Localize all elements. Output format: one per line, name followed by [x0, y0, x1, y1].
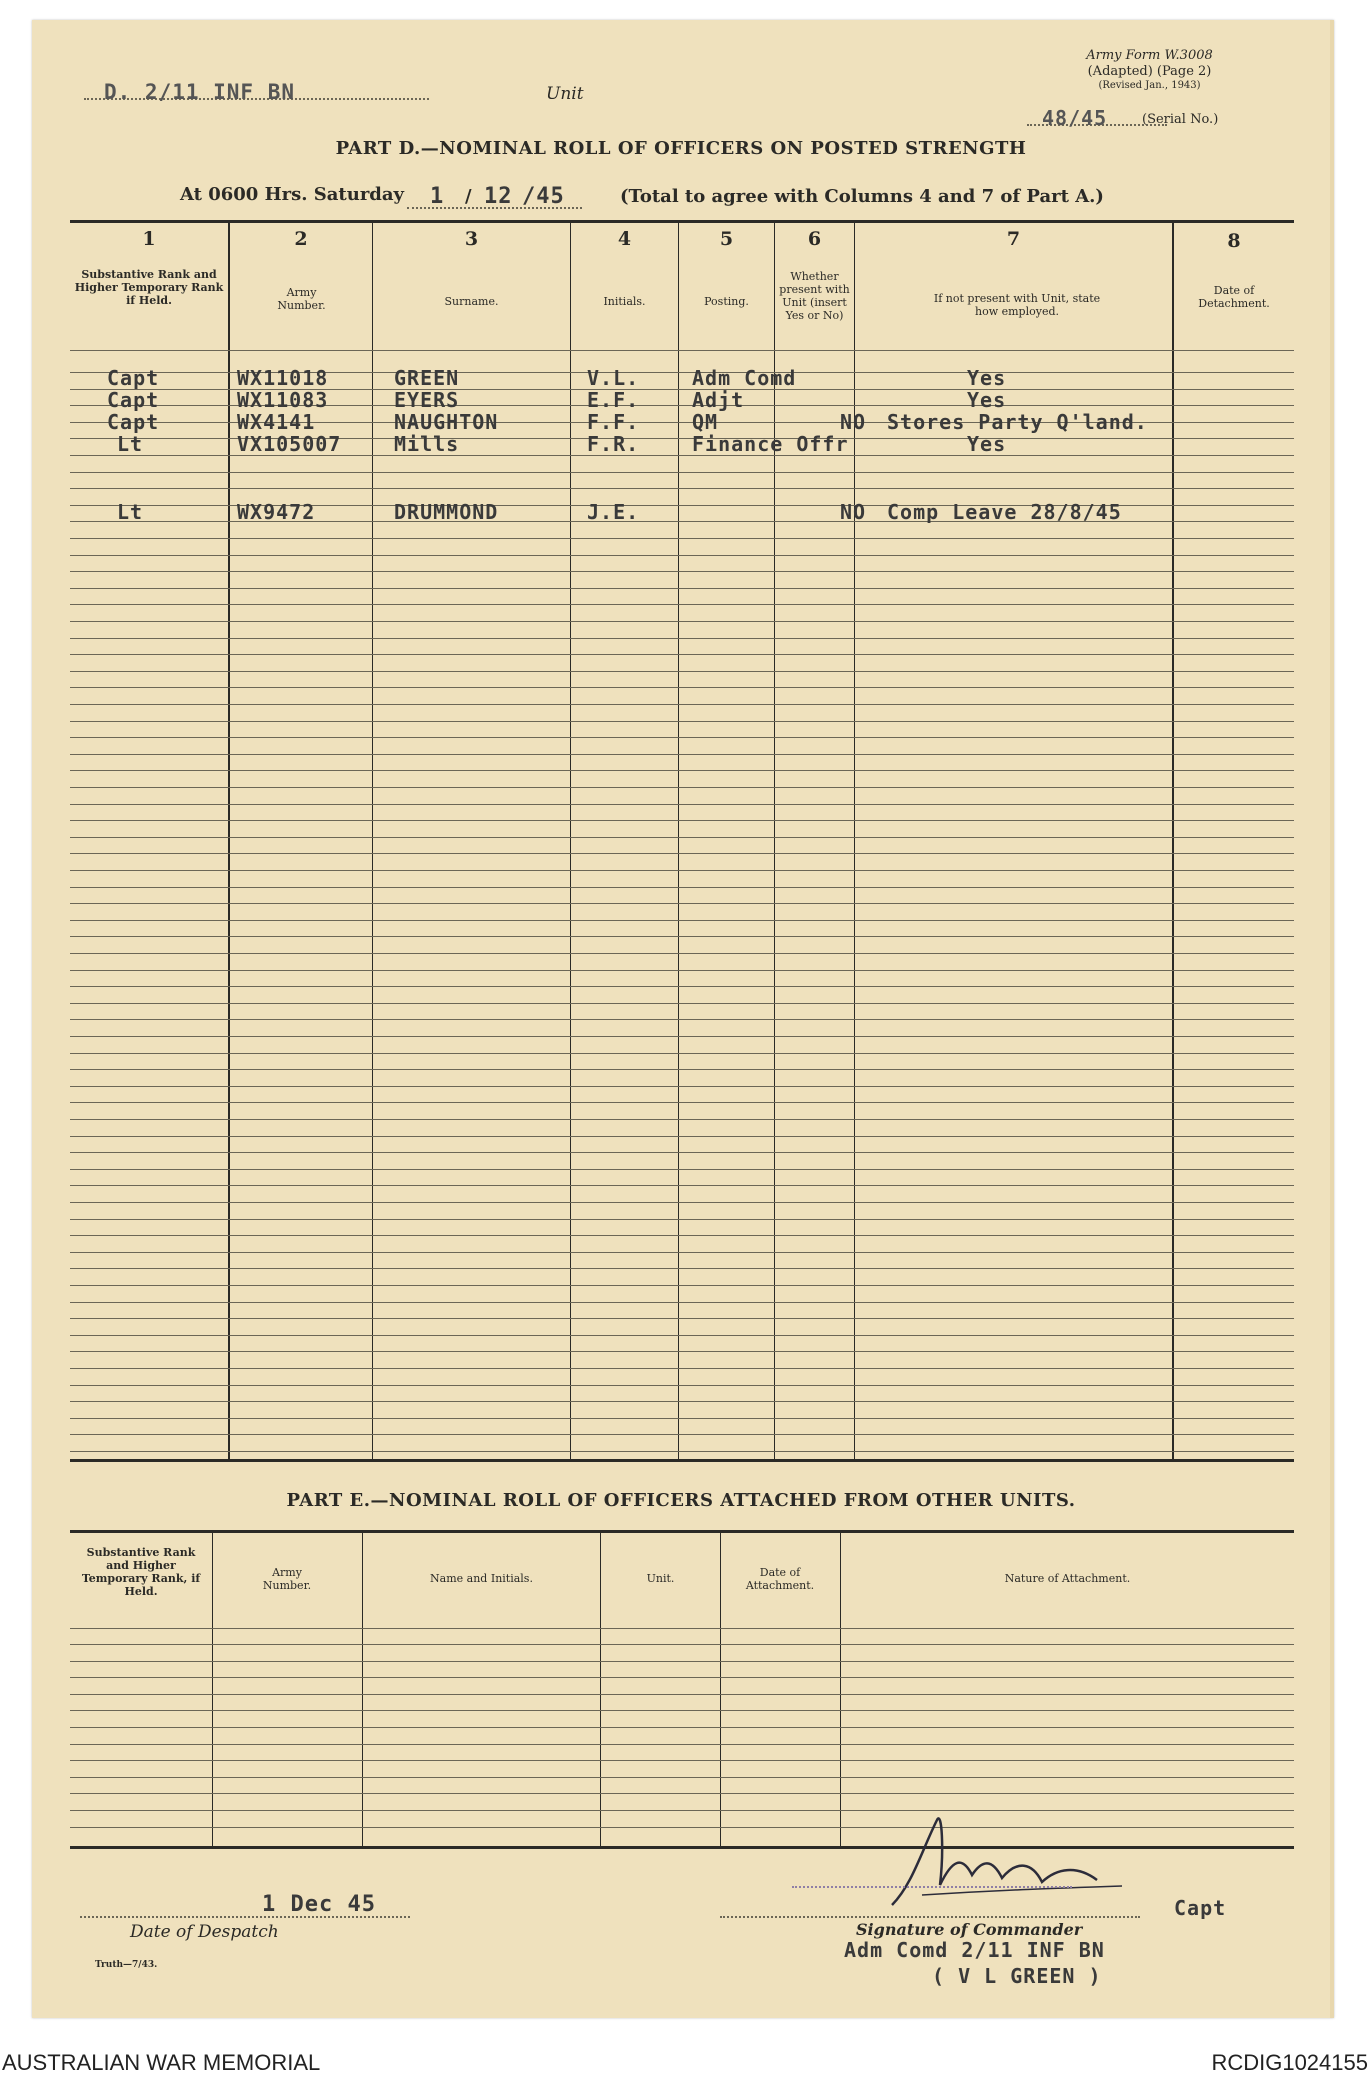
ruled-line [70, 1661, 1294, 1662]
ruled-line [70, 1777, 1294, 1778]
ruled-line [70, 1760, 1294, 1761]
row-employed: Yes [967, 432, 1007, 456]
despatch-date-value: 1 Dec 45 [262, 1892, 376, 1917]
row-army-number: WX4141 [237, 410, 316, 434]
ruled-line [70, 1694, 1294, 1695]
header-rule [70, 350, 1294, 351]
ruled-line [70, 1710, 1294, 1711]
commander-signature [882, 1790, 1142, 1920]
ruled-line [70, 571, 1294, 572]
e-col-header-rank: Substantive Rank and Higher Temporary Rank, if Held. [81, 1546, 201, 1598]
row-posting: QM [692, 410, 719, 434]
ruled-line [70, 472, 1294, 473]
row-posting: Adjt [692, 388, 745, 412]
ruled-line [70, 1335, 1294, 1336]
col-divider-1 [228, 223, 230, 1459]
ruled-line [70, 621, 1294, 622]
e-col-divider-1 [212, 1533, 213, 1846]
row-posting: Finance Offr [692, 432, 849, 456]
ruled-line [70, 1727, 1294, 1728]
col-number-8: 8 [1227, 230, 1241, 252]
ruled-line [70, 1202, 1294, 1203]
serial-label: (Serial No.) [1142, 112, 1219, 127]
ruled-line [70, 1069, 1294, 1070]
ruled-line [70, 1003, 1294, 1004]
ruled-line [70, 870, 1294, 871]
col-number-7: 7 [1006, 228, 1021, 250]
row-army-number: WX11083 [237, 388, 329, 412]
ruled-line [70, 1102, 1294, 1103]
part-d-top-rule [70, 220, 1294, 223]
ruled-line [70, 1285, 1294, 1286]
col-divider-4 [678, 223, 679, 1459]
row-rank: Capt [107, 410, 160, 434]
ruled-line [70, 770, 1294, 771]
ruled-line [70, 887, 1294, 888]
ruled-line [70, 687, 1294, 688]
ruled-line [70, 853, 1294, 854]
ruled-line [70, 820, 1294, 821]
ruled-line [70, 754, 1294, 755]
ruled-line [70, 638, 1294, 639]
part-d-bottom-rule [70, 1459, 1294, 1462]
row-employed: Yes [967, 388, 1007, 412]
ruled-line [70, 1036, 1294, 1037]
ruled-line [70, 1302, 1294, 1303]
col-divider-3 [570, 223, 571, 1459]
col-header-employed: If not present with Unit, state how employed. [933, 292, 1101, 318]
col-number-2: 2 [294, 228, 308, 250]
ruled-line [70, 787, 1294, 788]
row-rank: Capt [107, 388, 160, 412]
ruled-line [70, 671, 1294, 672]
ruled-line [70, 1351, 1294, 1352]
col-number-4: 4 [617, 228, 632, 250]
row-rank: Capt [107, 366, 160, 390]
ruled-line [70, 936, 1294, 937]
row-initials: F.R. [587, 432, 640, 456]
row-employed: Stores Party Q'land. [887, 410, 1148, 434]
commander-stamp-line1: Adm Comd 2/11 INF BN [844, 1938, 1105, 1962]
col-header-initials: Initials. [603, 295, 646, 308]
part-e-title: PART E.—NOMINAL ROLL OF OFFICERS ATTACHED FROM OTHER UNITS. [286, 1490, 1076, 1511]
row-army-number: WX9472 [237, 500, 316, 524]
ruled-line [70, 1644, 1294, 1645]
row-initials: J.E. [587, 500, 640, 524]
col-number-6: 6 [807, 228, 822, 250]
row-present: NO [840, 500, 867, 524]
col-header-rank: Substantive Rank and Higher Temporary Rank if Held. [74, 268, 224, 307]
ruled-line [70, 1219, 1294, 1220]
ruled-line [70, 1119, 1294, 1120]
part-d-title: PART D.—NOMINAL ROLL OF OFFICERS ON POSTED STRENGTH [335, 138, 1027, 159]
ruled-line [70, 1152, 1294, 1153]
row-surname: EYERS [394, 388, 460, 412]
e-col-header-name: Name and Initials. [430, 1572, 533, 1585]
purple-stamp-line [792, 1886, 1072, 1888]
col-number-1: 1 [142, 228, 156, 250]
ruled-line [70, 1401, 1294, 1402]
at-hours-label: At 0600 Hrs. Saturday [180, 184, 405, 205]
ruled-line [70, 837, 1294, 838]
row-rank: Lt [117, 432, 144, 456]
row-rank: Lt [117, 500, 144, 524]
row-surname: DRUMMOND [394, 500, 499, 524]
ruled-line [70, 903, 1294, 904]
ruled-line [70, 1252, 1294, 1253]
ruled-line [70, 1677, 1294, 1678]
total-note: (Total to agree with Columns 4 and 7 of Part A.) [620, 186, 1104, 207]
row-surname: NAUGHTON [394, 410, 499, 434]
col-header-detachment: Date of Detachment. [1198, 284, 1270, 310]
col-divider-7 [1172, 223, 1174, 1459]
ruled-line [70, 1318, 1294, 1319]
row-surname: Mills [394, 432, 460, 456]
e-col-header-nature: Nature of Attachment. [1004, 1572, 1131, 1585]
date-day: 1 [430, 184, 445, 209]
e-col-header-army-number: Army Number. [262, 1566, 312, 1592]
rank-stamp: Capt [1174, 1896, 1227, 1920]
ruled-line [70, 920, 1294, 921]
col-number-5: 5 [719, 228, 734, 250]
ruled-line [70, 1169, 1294, 1170]
despatch-label: Date of Despatch [130, 1922, 279, 1942]
commander-stamp-line2: ( V L GREEN ) [932, 1964, 1102, 1988]
ruled-line [70, 986, 1294, 987]
ruled-line [70, 1368, 1294, 1369]
col-divider-2 [372, 223, 373, 1459]
archive-institution: AUSTRALIAN WAR MEMORIAL [2, 2050, 321, 2075]
ruled-line [70, 1185, 1294, 1186]
ruled-line [70, 1019, 1294, 1020]
row-present: NO [840, 410, 867, 434]
e-header-rule [70, 1628, 1294, 1629]
unit-value: D. 2/11 INF BN [104, 80, 296, 104]
ruled-line [70, 804, 1294, 805]
col-divider-6 [854, 223, 855, 1459]
form-sheet [32, 20, 1334, 2018]
revised-label: (Revised Jan., 1943) [1098, 80, 1201, 91]
army-form-label: Army Form W.3008 [1086, 48, 1213, 63]
ruled-line [70, 721, 1294, 722]
part-e-top-rule [70, 1530, 1294, 1533]
ruled-line [70, 737, 1294, 738]
row-employed: Yes [967, 366, 1007, 390]
ruled-line [70, 488, 1294, 489]
e-col-header-unit: Unit. [646, 1572, 675, 1585]
e-col-divider-4 [720, 1533, 721, 1846]
col-header-posting: Posting. [704, 295, 749, 308]
ruled-line [70, 604, 1294, 605]
e-col-header-attachment-date: Date of Attachment. [745, 1566, 815, 1592]
col-header-army-number: Army Number. [277, 286, 326, 312]
ruled-line [70, 1053, 1294, 1054]
signature-label: Signature of Commander [856, 1920, 1083, 1939]
row-initials: F.F. [587, 410, 640, 434]
row-army-number: WX11018 [237, 366, 329, 390]
adapted-label: (Adapted) (Page 2) [1087, 64, 1212, 79]
row-employed: Comp Leave 28/8/45 [887, 500, 1122, 524]
date-month: 12 [484, 184, 513, 209]
date-year: /45 [522, 184, 565, 209]
row-initials: V.L. [587, 366, 640, 390]
ruled-line [70, 1385, 1294, 1386]
ruled-line [70, 1434, 1294, 1435]
ruled-line [70, 1086, 1294, 1087]
printer-mark: Truth—7/43. [95, 1960, 158, 1970]
serial-value: 48/45 [1042, 106, 1108, 130]
col-header-present: Whether present with Unit (insert Yes or No) [779, 270, 850, 322]
row-surname: GREEN [394, 366, 460, 390]
ruled-line [70, 1235, 1294, 1236]
ruled-line [70, 538, 1294, 539]
row-initials: E.F. [587, 388, 640, 412]
row-posting: Adm Comd [692, 366, 797, 390]
ruled-line [70, 588, 1294, 589]
ruled-line [70, 1418, 1294, 1419]
ruled-line [70, 953, 1294, 954]
col-divider-5 [774, 223, 775, 1459]
despatch-dotted-line [80, 1916, 410, 1918]
ruled-line [70, 970, 1294, 971]
unit-label: Unit [546, 84, 584, 104]
ruled-line [70, 1136, 1294, 1137]
ruled-line [70, 1744, 1294, 1745]
row-army-number: VX105007 [237, 432, 342, 456]
ruled-line [70, 704, 1294, 705]
ruled-line [70, 1451, 1294, 1452]
ruled-line [70, 555, 1294, 556]
col-header-surname: Surname. [444, 295, 499, 308]
date-slash: / [465, 186, 472, 207]
archive-id: RCDIG1024155 [1211, 2050, 1368, 2075]
col-number-3: 3 [464, 228, 479, 250]
ruled-line [70, 654, 1294, 655]
ruled-line [70, 1268, 1294, 1269]
